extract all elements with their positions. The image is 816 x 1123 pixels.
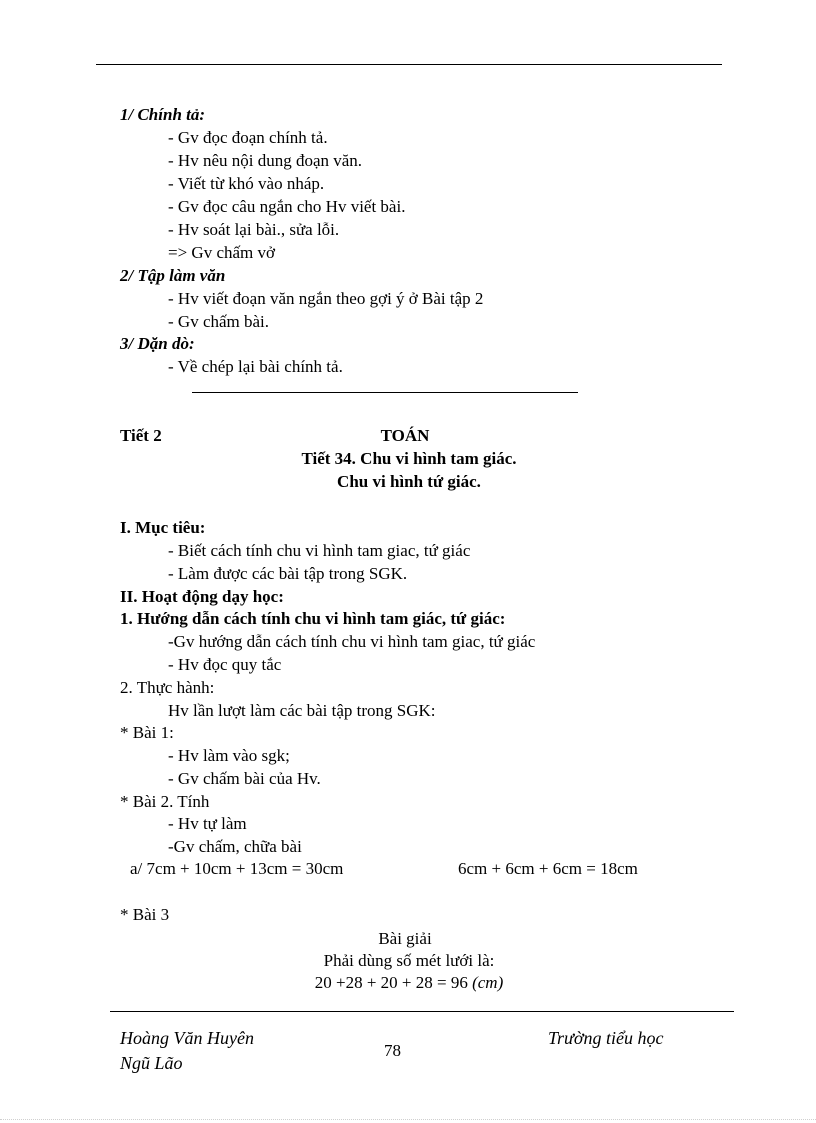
solution-line: Phải dùng số mét lưới là: bbox=[323, 951, 495, 970]
solution-unit: (cm) bbox=[472, 973, 504, 992]
section1-heading: 1/ Chính tả: bbox=[120, 105, 206, 124]
objectives-item: - Làm được các bài tập trong SGK. bbox=[168, 564, 408, 583]
activities-sub1-item: -Gv hướng dẫn cách tính chu vi hình tam giac, tứ giác bbox=[168, 632, 536, 651]
bai1-item: - Gv chấm bài của Hv. bbox=[168, 769, 321, 788]
header-rule bbox=[96, 64, 722, 65]
section1-item: => Gv chấm vở bbox=[168, 243, 276, 262]
section1-item: - Hv soát lại bài., sửa lỗi. bbox=[168, 220, 340, 239]
section2-item: - Gv chấm bài. bbox=[168, 312, 270, 331]
bai1-item: - Hv làm vào sgk; bbox=[168, 746, 290, 765]
footer-author-line1: Hoàng Văn Huyên bbox=[120, 1028, 254, 1048]
page-edge-border bbox=[0, 1119, 816, 1120]
section1-item: - Gv đọc đoạn chính tả. bbox=[168, 128, 328, 147]
section1-item: - Hv nêu nội dung đoạn văn. bbox=[168, 151, 363, 170]
section3-heading: 3/ Dặn dò: bbox=[120, 334, 195, 353]
footer-school: Trường tiểu học bbox=[548, 1028, 664, 1048]
lesson-title-line2: Chu vi hình tứ giác. bbox=[337, 472, 481, 491]
bai2-equation-b: 6cm + 6cm + 6cm = 18cm bbox=[458, 859, 638, 878]
section2-heading: 2/ Tập làm văn bbox=[120, 266, 226, 285]
activities-heading: II. Hoạt động dạy học: bbox=[120, 587, 284, 606]
page-number: 78 bbox=[384, 1041, 401, 1060]
objectives-heading: I. Mục tiêu: bbox=[120, 518, 206, 537]
activities-sub1-heading: 1. Hướng dẫn cách tính chu vi hình tam giác, tứ giác: bbox=[120, 609, 506, 628]
footer-author-line2: Ngũ Lão bbox=[120, 1053, 183, 1073]
lesson-period: Tiết 2 bbox=[120, 426, 162, 445]
objectives-item: - Biết cách tính chu vi hình tam giac, tứ giác bbox=[168, 541, 471, 560]
section1-item: - Viết từ khó vào nháp. bbox=[168, 174, 325, 193]
bai2-label: * Bài 2. Tính bbox=[120, 792, 210, 811]
solution-title: Bài giải bbox=[378, 929, 432, 948]
activities-sub2-heading: 2. Thực hành: bbox=[120, 678, 215, 697]
lesson-title-line1: Tiết 34. Chu vi hình tam giác. bbox=[301, 449, 517, 468]
lesson-subject: TOÁN bbox=[380, 426, 430, 445]
section-separator bbox=[192, 392, 578, 393]
footer-rule bbox=[110, 1011, 734, 1012]
section2-item: - Hv viết đoạn văn ngắn theo gợi ý ở Bài tập 2 bbox=[168, 289, 484, 308]
solution-equation-text: 20 +28 + 20 + 28 = 96 bbox=[314, 973, 473, 992]
section3-item: - Về chép lại bài chính tả. bbox=[168, 357, 343, 376]
activities-sub2-intro: Hv lần lượt làm các bài tập trong SGK: bbox=[168, 701, 436, 720]
bai1-label: * Bài 1: bbox=[120, 723, 174, 742]
section1-item: - Gv đọc câu ngắn cho Hv viết bài. bbox=[168, 197, 406, 216]
bai2-item: -Gv chấm, chữa bài bbox=[168, 837, 302, 856]
bai2-item: - Hv tự làm bbox=[168, 814, 247, 833]
solution-equation bbox=[250, 972, 568, 994]
bai2-equation-a: a/ 7cm + 10cm + 13cm = 30cm bbox=[130, 859, 344, 878]
bai3-label: * Bài 3 bbox=[120, 905, 170, 924]
activities-sub1-item: - Hv đọc quy tắc bbox=[168, 655, 282, 674]
